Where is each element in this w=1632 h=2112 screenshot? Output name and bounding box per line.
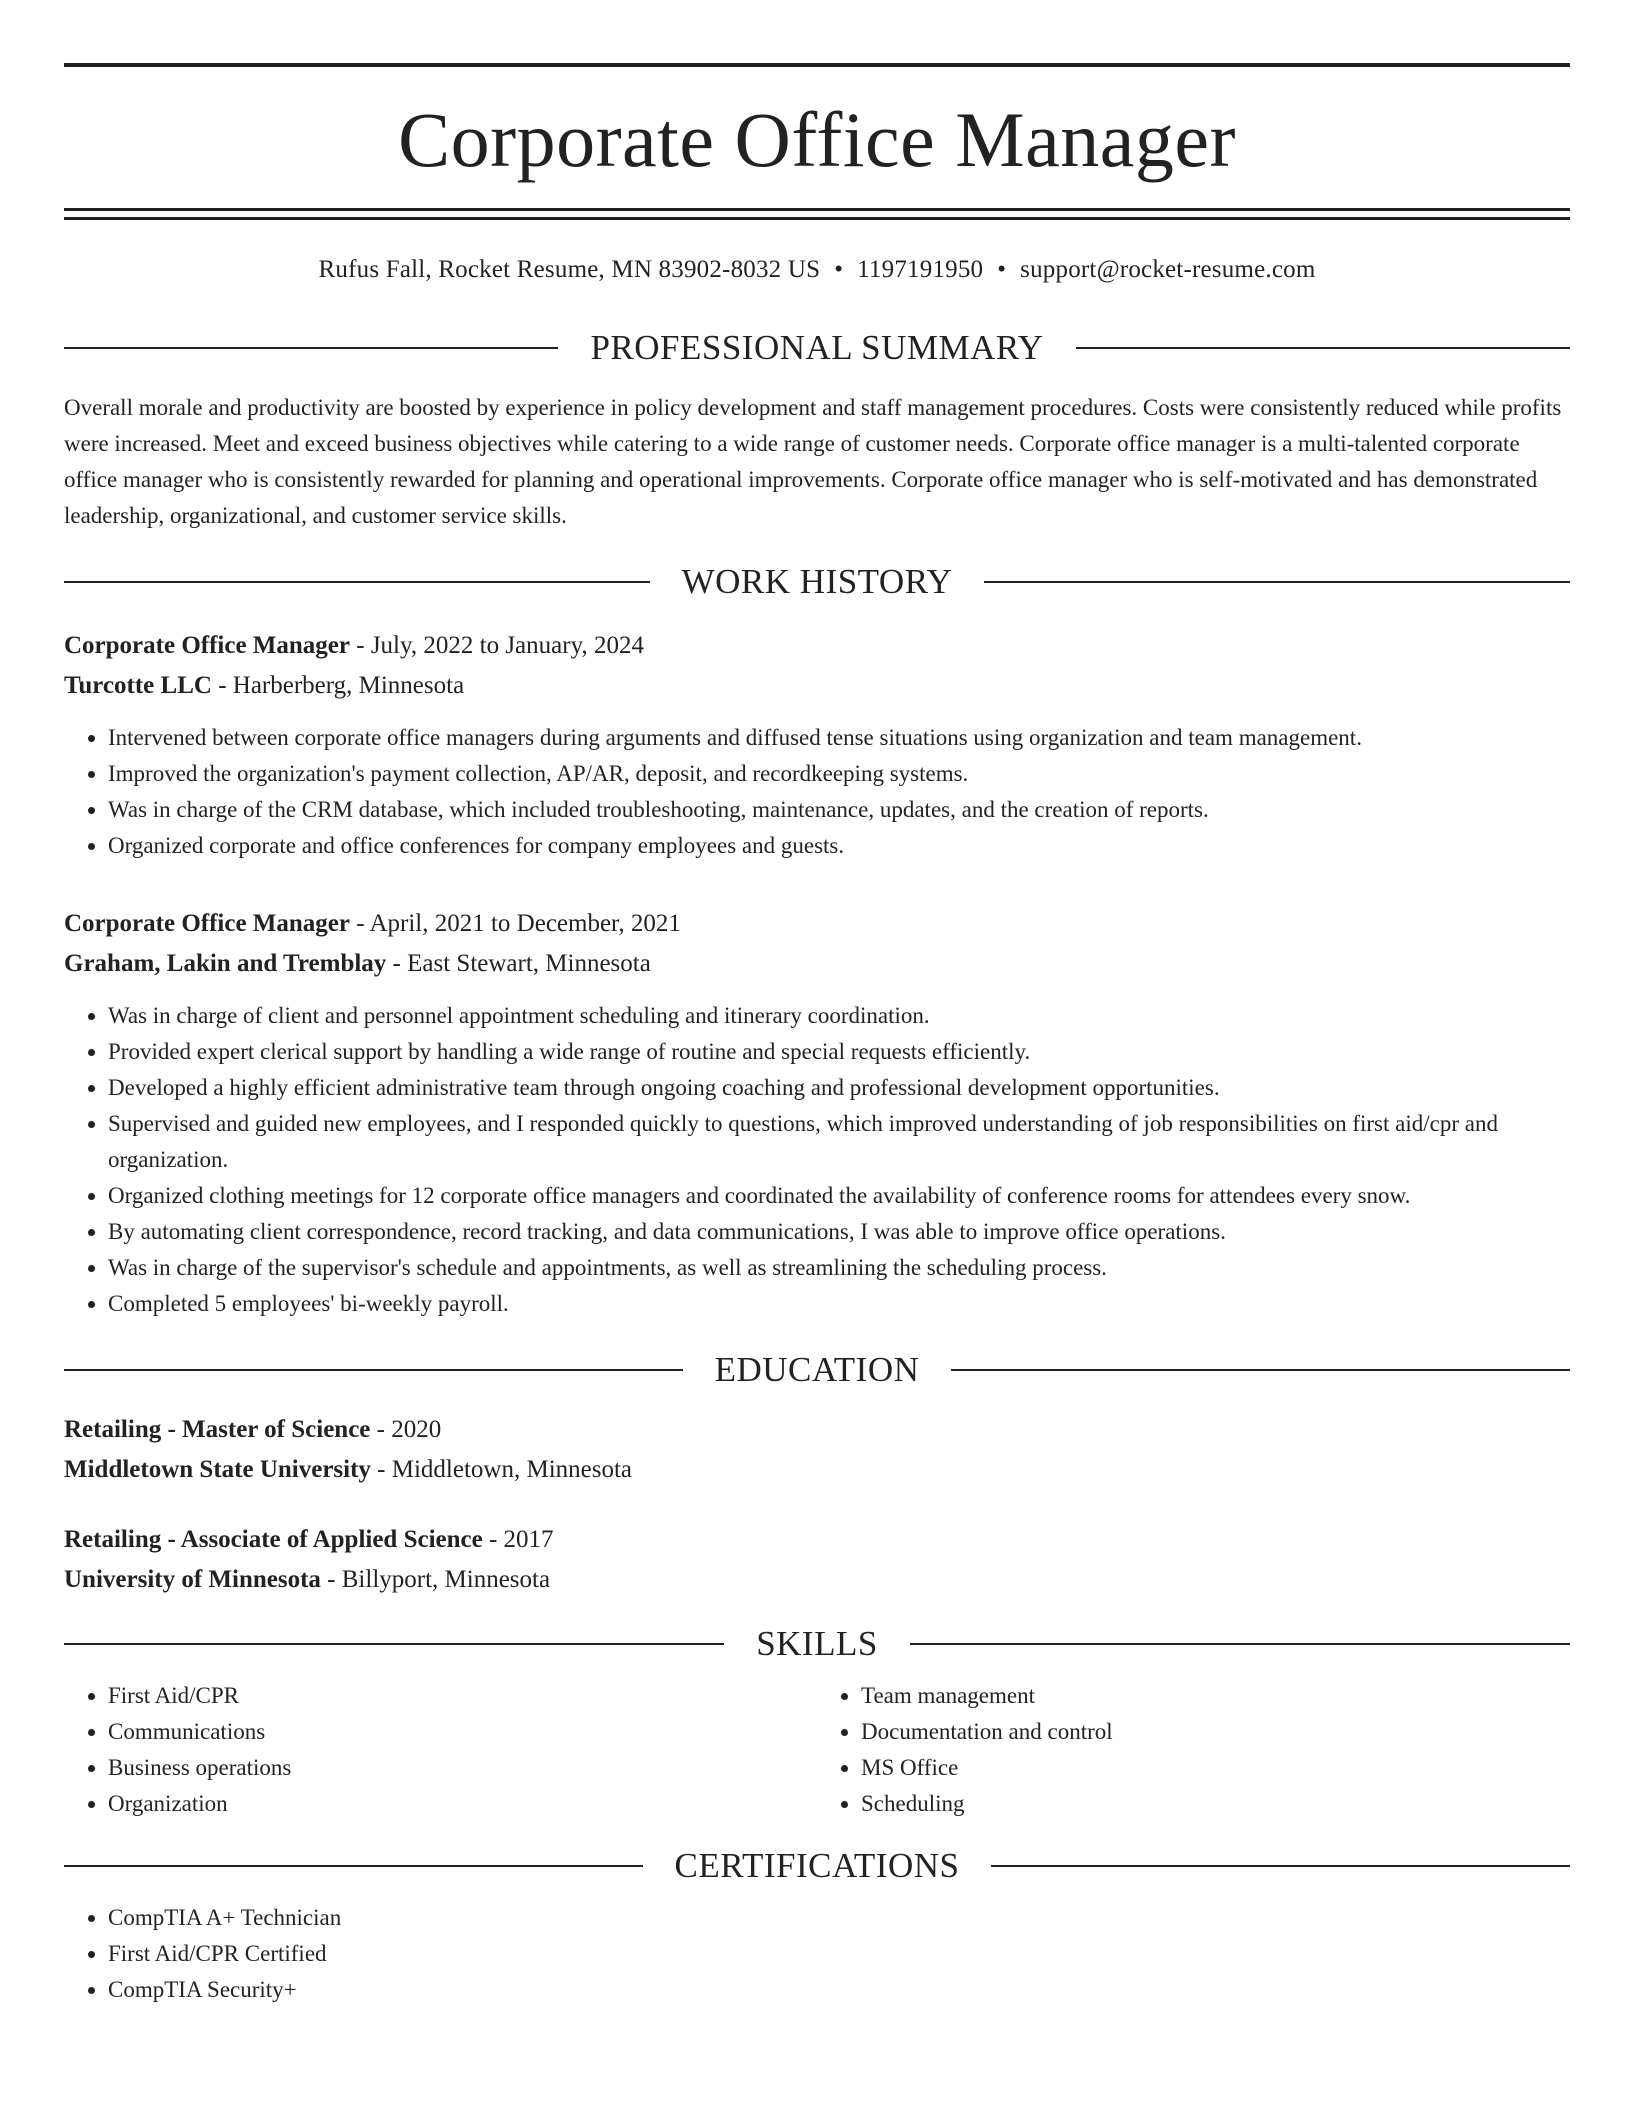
job-title-line — [64, 626, 1570, 666]
list-item: • Organization — [108, 1786, 817, 1822]
section-title: EDUCATION — [714, 1350, 920, 1389]
list-item: • CompTIA Security+ — [108, 1972, 1570, 2008]
work-entry — [64, 626, 1570, 706]
list-item: • Supervised and guided new employees, and I responded quickly to questions, which improved understanding of job responsibilities on first aid/cpr and organization. — [108, 1106, 1570, 1178]
education-entry — [64, 1520, 1570, 1600]
list-item: • Improved the organization's payment collection, AP/AR, deposit, and recordkeeping systems. — [108, 756, 1570, 792]
degree: Retailing - Master of Science — [64, 1416, 371, 1443]
contact-line — [64, 256, 1570, 284]
degree-year: - 2020 — [370, 1416, 442, 1443]
job-role: Corporate Office Manager — [64, 910, 350, 937]
list-item: • Developed a highly efficient administrative team through ongoing coaching and professional development opportunities. — [108, 1070, 1570, 1106]
list-item: • Was in charge of client and personnel appointment scheduling and itinerary coordination. — [108, 998, 1570, 1034]
resume-title: Corporate Office Manager — [398, 96, 1236, 183]
section-heading-skills — [64, 1624, 1570, 1664]
section-title: SKILLS — [756, 1624, 878, 1663]
job-company: Turcotte LLC — [64, 672, 212, 699]
list-item: • Organized clothing meetings for 12 corporate office managers and coordinated the availability of conference rooms for attendees every snow. — [108, 1178, 1570, 1214]
heading-rule — [64, 347, 558, 349]
list-item: • Was in charge of the supervisor's schedule and appointments, as well as streamlining the scheduling process. — [108, 1250, 1570, 1286]
list-item: • By automating client correspondence, record tracking, and data communications, I was able to improve office operations. — [108, 1214, 1570, 1250]
heading-rule — [64, 1865, 643, 1867]
list-item: • CompTIA A+ Technician — [108, 1900, 1570, 1936]
resume-page — [64, 0, 1570, 2008]
list-item: • First Aid/CPR — [108, 1678, 817, 1714]
job-bullets — [64, 720, 1570, 864]
list-item: • MS Office — [861, 1750, 1570, 1786]
list-item: • First Aid/CPR Certified — [108, 1936, 1570, 1972]
section-heading-summary — [64, 328, 1570, 368]
list-item: • Team management — [861, 1678, 1570, 1714]
list-item: • Organized corporate and office conferences for company employees and guests. — [108, 828, 1570, 864]
school-location: - Middletown, Minnesota — [370, 1456, 633, 1483]
heading-rule — [951, 1369, 1570, 1371]
title-bottom-double-rule — [64, 208, 1570, 220]
contact-address: Rufus Fall, Rocket Resume, MN 83902-8032 US — [318, 256, 821, 283]
heading-rule — [991, 1865, 1570, 1867]
section-heading-certifications — [64, 1846, 1570, 1886]
list-item: • Scheduling — [861, 1786, 1570, 1822]
school-location: - Billyport, Minnesota — [320, 1566, 551, 1593]
section-heading-education — [64, 1350, 1570, 1390]
heading-rule — [1076, 347, 1570, 349]
job-title-line — [64, 904, 1570, 944]
section-heading-work — [64, 562, 1570, 602]
degree-year: - 2017 — [482, 1526, 554, 1553]
list-item: • Business operations — [108, 1750, 817, 1786]
contact-phone: 1197191950 — [857, 256, 984, 283]
job-bullets — [64, 998, 1570, 1322]
degree-line — [64, 1520, 1570, 1560]
section-title: CERTIFICATIONS — [674, 1846, 960, 1885]
contact-separator: • — [997, 256, 1007, 283]
job-company-line — [64, 944, 1570, 984]
job-location: - Harberberg, Minnesota — [211, 672, 465, 699]
job-dates: - July, 2022 to January, 2024 — [350, 632, 644, 659]
list-item: • Completed 5 employees' bi-weekly payroll. — [108, 1286, 1570, 1322]
school: University of Minnesota — [64, 1566, 321, 1593]
heading-rule — [64, 1643, 724, 1645]
heading-rule — [910, 1643, 1570, 1645]
title-top-rule — [64, 63, 1570, 67]
degree-line — [64, 1410, 1570, 1450]
section-title: WORK HISTORY — [681, 562, 953, 601]
school-line — [64, 1560, 1570, 1600]
certifications-list — [64, 1900, 1570, 2008]
summary-text: Overall morale and productivity are boosted by experience in policy development and staff management procedures. Costs were consistently reduced while profits were increased. Meet and exceed business objectives while catering to a wide range of customer needs. Corporate office manager is a multi-talented corporate office manager who is consistently rewarded for planning and operational improvements. Corporate office manager who is self-motivated and has demonstrated leadership, organizational, and customer service skills. — [64, 395, 1562, 528]
list-item: • Documentation and control — [861, 1714, 1570, 1750]
list-item: • Was in charge of the CRM database, which included troubleshooting, maintenance, updates, and the creation of reports. — [108, 792, 1570, 828]
job-company-line — [64, 666, 1570, 706]
school-line — [64, 1450, 1570, 1490]
job-role: Corporate Office Manager — [64, 632, 350, 659]
skills-list-left — [64, 1678, 817, 1822]
contact-email: support@rocket-resume.com — [1020, 256, 1316, 283]
heading-rule — [64, 581, 650, 583]
work-entry — [64, 904, 1570, 984]
list-item: • Communications — [108, 1714, 817, 1750]
job-location: - East Stewart, Minnesota — [386, 950, 651, 977]
skills-columns — [64, 1678, 1570, 1822]
list-item: • Provided expert clerical support by handling a wide range of routine and special requests efficiently. — [108, 1034, 1570, 1070]
school: Middletown State University — [64, 1456, 371, 1483]
heading-rule — [64, 1369, 683, 1371]
job-dates: - April, 2021 to December, 2021 — [350, 910, 681, 937]
skills-list-right — [817, 1678, 1570, 1822]
education-entry — [64, 1410, 1570, 1490]
section-title: PROFESSIONAL SUMMARY — [590, 328, 1044, 367]
degree: Retailing - Associate of Applied Science — [64, 1526, 483, 1553]
list-item: • Intervened between corporate office managers during arguments and diffused tense situations using organization and team management. — [108, 720, 1570, 756]
contact-separator: • — [834, 256, 844, 283]
job-company: Graham, Lakin and Tremblay — [64, 950, 387, 977]
heading-rule — [984, 581, 1570, 583]
